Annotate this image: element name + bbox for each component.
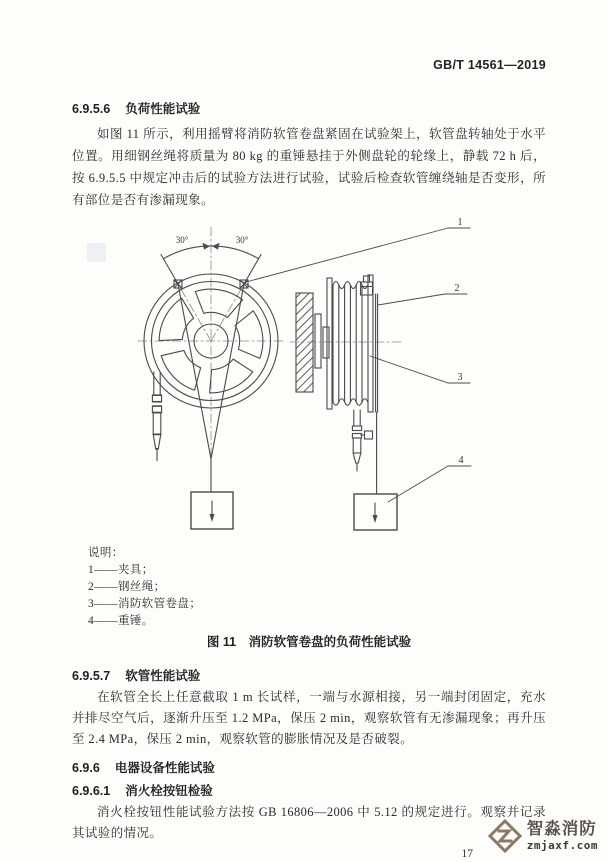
brand-diamond-z-icon — [487, 818, 523, 854]
nozzle-front-icon — [152, 372, 161, 460]
brand-name: 智淼消防 — [526, 820, 597, 839]
section-title: 负荷性能试验 — [125, 102, 201, 116]
legend-title: 说明： — [88, 547, 124, 559]
scan-artifact — [87, 243, 106, 262]
weight-box-side — [354, 494, 397, 530]
wire-left — [178, 284, 211, 459]
spoke-cutouts — [154, 286, 266, 398]
arc-arrowhead-right — [212, 243, 220, 250]
legend-item-1: 1——夹具； — [88, 564, 154, 576]
wall-bracket — [315, 314, 321, 368]
section-heading-load-test — [72, 99, 546, 114]
weight-box-front — [191, 492, 233, 529]
axle-hub — [323, 327, 329, 358]
standard-code-header: GB/T 14561—2019 — [433, 58, 546, 72]
section-heading-hydrant-button — [72, 781, 546, 796]
angle-label-right: 30° — [235, 235, 249, 245]
reel-front-view — [138, 227, 286, 529]
paragraph-load-test: 如图 11 所示，利用摇臂将消防软管卷盘紧固在试验架上，软管盘转轴处于水平位置。用细钢丝绳将质量为 80 kg 的重锤悬挂于外侧盘轮的轮缘上，静载 72 h 后，按 6.9.5.5 中规定冲击后的试验方法进行试验，试验后检查软管缠绕轴是否变形，所有部位是否有渗漏现象。 — [72, 127, 546, 207]
wire-right — [211, 284, 244, 459]
section-number: 6.9.6.1 — [72, 784, 111, 798]
arc-arrowhead-left — [203, 243, 211, 250]
section-heading-electrical — [72, 758, 546, 773]
watermark-logo — [487, 818, 598, 854]
page-number: 17 — [461, 848, 473, 860]
section-number: 6.9.5.6 — [72, 102, 111, 116]
wall-hatch — [296, 293, 313, 392]
paragraph-hose-test: 在软管全长上任意截取 1 m 长试样，一端与水源相接，另一端封闭固定，充水并排尽空气后，逐渐升压至 1.2 MPa，保压 2 min，观察软管有无渗漏现象；再升压至 2.4 MPa，保压 2 min，观察软管的膨胀情况及是否破裂。 — [72, 690, 546, 746]
coiled-hose — [333, 282, 368, 406]
brand-domain: zmjaxf.com — [526, 838, 598, 852]
section-title: 电器设备性能试验 — [114, 761, 215, 775]
reel-side-view — [290, 275, 404, 530]
angle-label-left: 30° — [175, 235, 189, 245]
callout-4: 4 — [458, 455, 464, 466]
section-number: 6.9.6 — [72, 761, 100, 775]
legend-item-2: 2——钢丝绳； — [88, 581, 166, 593]
paragraph-hydrant-button: 消火栓按钮性能试验方法按 GB 16806—2006 中 5.12 的规定进行。观察并记录其试验的情况。 — [72, 805, 546, 840]
figure-caption: 图 11 消防软管卷盘的负荷性能试验 — [206, 635, 412, 649]
callout-2: 2 — [454, 283, 460, 294]
nozzle-valve-knob — [365, 431, 373, 439]
callout-3: 3 — [457, 372, 463, 383]
legend-item-4: 4——重锤。 — [88, 615, 154, 627]
legend-item-3: 3——消防软管卷盘； — [88, 598, 202, 610]
section-title: 软管性能试验 — [125, 669, 201, 683]
callout-1: 1 — [457, 217, 463, 228]
figure-11-diagram — [70, 214, 550, 549]
watermark-text — [527, 821, 598, 851]
section-heading-hose-test — [72, 666, 546, 681]
section-title: 消火栓按钮检验 — [125, 784, 213, 798]
figure-legend — [88, 545, 546, 630]
section-number: 6.9.5.7 — [72, 669, 111, 683]
steel-wire-side — [376, 294, 378, 494]
nozzle-side-icon — [352, 410, 361, 471]
